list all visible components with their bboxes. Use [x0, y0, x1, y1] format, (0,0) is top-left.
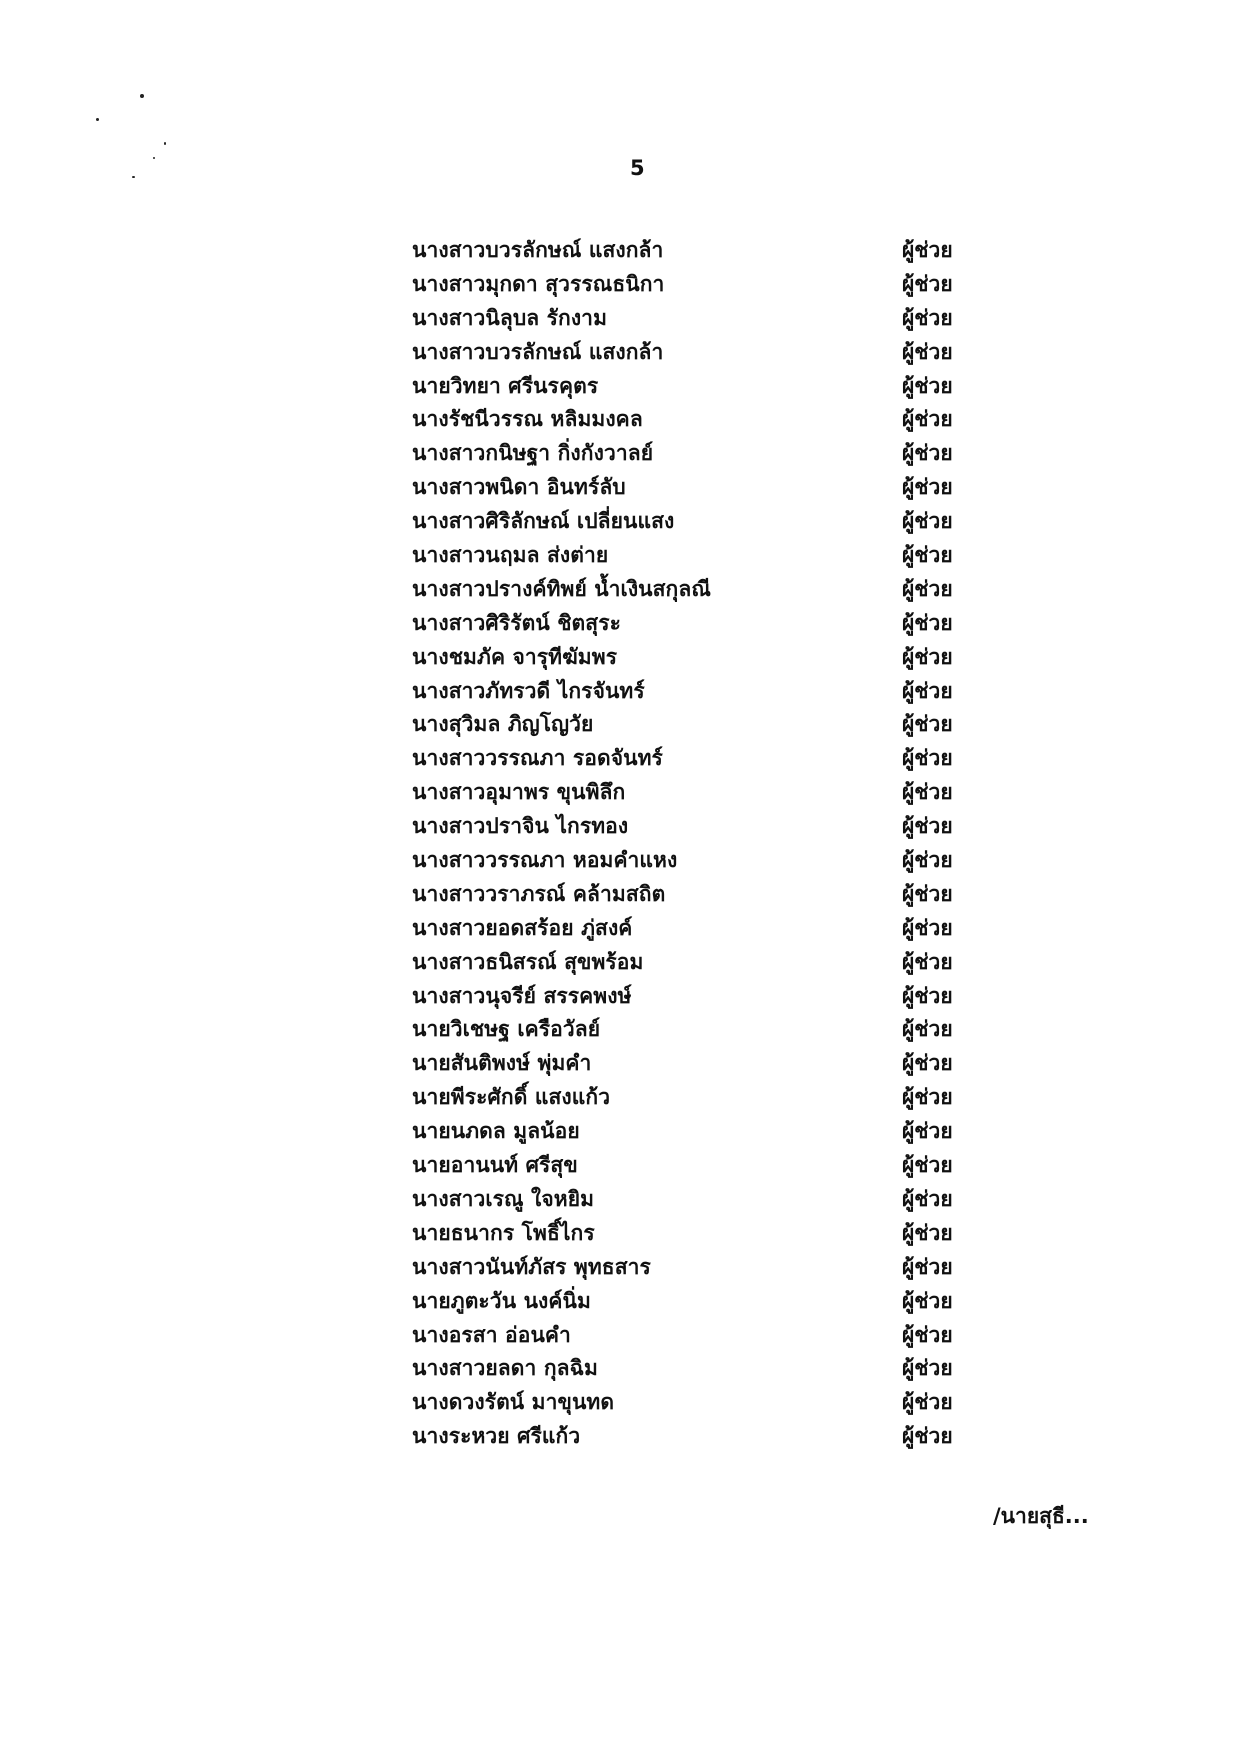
roster-role: ผู้ช่วย [902, 1119, 953, 1144]
roster-row [412, 810, 972, 844]
roster-role: ผู้ช่วย [902, 1220, 953, 1245]
roster-name: นายภูตะวัน นงค์นิ่ม [412, 1288, 591, 1313]
roster-name: นางสาววรรณภา หอมคำแหง [412, 848, 678, 873]
roster-role: ผู้ช่วย [902, 848, 953, 873]
roster-name: นางสาวธนิสรณ์ สุขพร้อม [412, 949, 644, 974]
roster-row [412, 1251, 972, 1285]
roster-role: ผู้ช่วย [902, 1322, 953, 1347]
roster-name: นางสาวภัทรวดี ไกรจันทร์ [412, 678, 645, 703]
roster-role: ผู้ช่วย [902, 543, 953, 568]
roster-row [412, 1047, 972, 1081]
roster-role: ผู้ช่วย [902, 441, 953, 466]
roster-role: ผู้ช่วย [902, 678, 953, 703]
roster-row [412, 1352, 972, 1386]
roster-name: นายธนากร โพธิ์ไกร [412, 1220, 595, 1245]
roster-name: นายพีระศักดิ์ แสงแก้ว [412, 1085, 611, 1110]
scan-speck [164, 142, 166, 145]
roster-name: นางสาวมุกดา สุวรรณธนิกา [412, 271, 665, 296]
roster-role: ผู้ช่วย [902, 373, 953, 398]
roster-role: ผู้ช่วย [902, 644, 953, 669]
roster-role: ผู้ช่วย [902, 1288, 953, 1313]
roster-name: นางสาวนฤมล ส่งต่าย [412, 543, 609, 568]
roster-role: ผู้ช่วย [902, 949, 953, 974]
roster-row [412, 539, 972, 573]
roster-row [412, 1149, 972, 1183]
roster-role: ผู้ช่วย [902, 983, 953, 1008]
roster-name: นางสาวยอดสร้อย ภู่สงค์ [412, 915, 633, 940]
scan-speck [140, 94, 144, 98]
roster-row [412, 403, 972, 437]
roster-row [412, 1115, 972, 1149]
roster-name: นางสาวปรางค์ทิพย์ น้ำเงินสกุลณี [412, 576, 711, 601]
roster-role: ผู้ช่วย [902, 1017, 953, 1042]
roster-role: ผู้ช่วย [902, 475, 953, 500]
roster-name: นางชมภัค จารุทีฆัมพร [412, 644, 618, 669]
roster-row [412, 1183, 972, 1217]
roster-name: นางระหวย ศรีแก้ว [412, 1424, 581, 1449]
roster-row [412, 1217, 972, 1251]
roster-role: ผู้ช่วย [902, 814, 953, 839]
roster-name: นายอานนท์ ศรีสุข [412, 1153, 578, 1178]
roster-role: ผู้ช่วย [902, 780, 953, 805]
roster-name: นางสาวกนิษฐา กิ่งกังวาลย์ [412, 441, 654, 466]
roster-name: นางสาววราภรณ์ คล้ามสถิต [412, 881, 666, 906]
roster-role: ผู้ช่วย [902, 746, 953, 771]
roster-role: ผู้ช่วย [902, 1153, 953, 1178]
roster-row [412, 946, 972, 980]
roster-row [412, 370, 972, 404]
roster-role: ผู้ช่วย [902, 1254, 953, 1279]
roster-row [412, 302, 972, 336]
roster-role: ผู้ช่วย [902, 1390, 953, 1415]
roster-row [412, 437, 972, 471]
roster-role: ผู้ช่วย [902, 1186, 953, 1211]
roster-role: ผู้ช่วย [902, 509, 953, 534]
roster-row [412, 1420, 972, 1454]
roster-row [412, 1319, 972, 1353]
roster-name: นายวิทยา ศรีนรคุตร [412, 373, 599, 398]
roster-role: ผู้ช่วย [902, 610, 953, 635]
roster-row [412, 912, 972, 946]
roster-role: ผู้ช่วย [902, 339, 953, 364]
roster-row [412, 1386, 972, 1420]
roster-row [412, 234, 972, 268]
roster-row [412, 980, 972, 1014]
roster-role: ผู้ช่วย [902, 1085, 953, 1110]
roster-row [412, 641, 972, 675]
roster-role: ผู้ช่วย [902, 305, 953, 330]
roster-row [412, 742, 972, 776]
scan-speck [132, 176, 135, 178]
roster-role: ผู้ช่วย [902, 576, 953, 601]
roster-row [412, 573, 972, 607]
roster-name: นายวิเชษฐ เครือวัลย์ [412, 1017, 601, 1042]
roster-role: ผู้ช่วย [902, 881, 953, 906]
roster-role: ผู้ช่วย [902, 915, 953, 940]
roster-row [412, 1013, 972, 1047]
roster-row [412, 708, 972, 742]
roster-name: นางสาวนันท์ภัสร พุทธสาร [412, 1254, 651, 1279]
roster-row [412, 878, 972, 912]
roster-name: นางรัชนีวรรณ หลิมมงคล [412, 407, 643, 432]
roster-name: นางสาวศิริลักษณ์ เปลี่ยนแสง [412, 509, 675, 534]
roster-name: นางสาวนิลุบล รักงาม [412, 305, 608, 330]
roster-row [412, 675, 972, 709]
roster-name: นางสาวเรณู ใจหยิม [412, 1186, 595, 1211]
roster-row [412, 336, 972, 370]
roster-name: นางสาวบวรลักษณ์ แสงกล้า [412, 238, 664, 262]
roster-role: ผู้ช่วย [902, 238, 953, 262]
roster-name: นางสาวศิริรัตน์ ชิตสุระ [412, 610, 621, 635]
scan-speck [96, 118, 99, 121]
roster-name: นายสันติพงษ์ พุ่มคำ [412, 1051, 592, 1076]
roster-row [412, 1285, 972, 1319]
roster-row [412, 776, 972, 810]
roster-role: ผู้ช่วย [902, 1051, 953, 1076]
roster-name: นางสาวนุจรีย์ สรรคพงษ์ [412, 983, 632, 1008]
roster-role: ผู้ช่วย [902, 407, 953, 432]
roster-row [412, 607, 972, 641]
continuation-note: /นายสุธี... [993, 1504, 1089, 1528]
roster-name: นางสาวปราจิน ไกรทอง [412, 814, 629, 839]
roster-row [412, 844, 972, 878]
roster-name: นางสาวยลดา กุลฉิม [412, 1356, 598, 1381]
roster-name: นางสาวบวรลักษณ์ แสงกล้า [412, 339, 664, 364]
roster-name: นางสาวพนิดา อินทร์ลับ [412, 475, 626, 500]
roster-row [412, 505, 972, 539]
roster-row [412, 268, 972, 302]
roster-row [412, 471, 972, 505]
scan-speck [153, 157, 155, 159]
roster-name: นายนภดล มูลน้อย [412, 1119, 580, 1144]
roster-role: ผู้ช่วย [902, 271, 953, 296]
roster-row [412, 1081, 972, 1115]
page-number: 5 [630, 156, 645, 180]
roster-name: นางดวงรัตน์ มาขุนทด [412, 1390, 615, 1415]
roster-role: ผู้ช่วย [902, 1356, 953, 1381]
roster-name: นางอรสา อ่อนคำ [412, 1322, 571, 1347]
roster-name: นางสาวอุมาพร ขุนพิลึก [412, 780, 626, 805]
staff-roster [412, 234, 972, 1454]
roster-name: นางสาววรรณภา รอดจันทร์ [412, 746, 663, 771]
roster-role: ผู้ช่วย [902, 712, 953, 737]
roster-name: นางสุวิมล ภิญโญวัย [412, 712, 594, 737]
roster-role: ผู้ช่วย [902, 1424, 953, 1449]
